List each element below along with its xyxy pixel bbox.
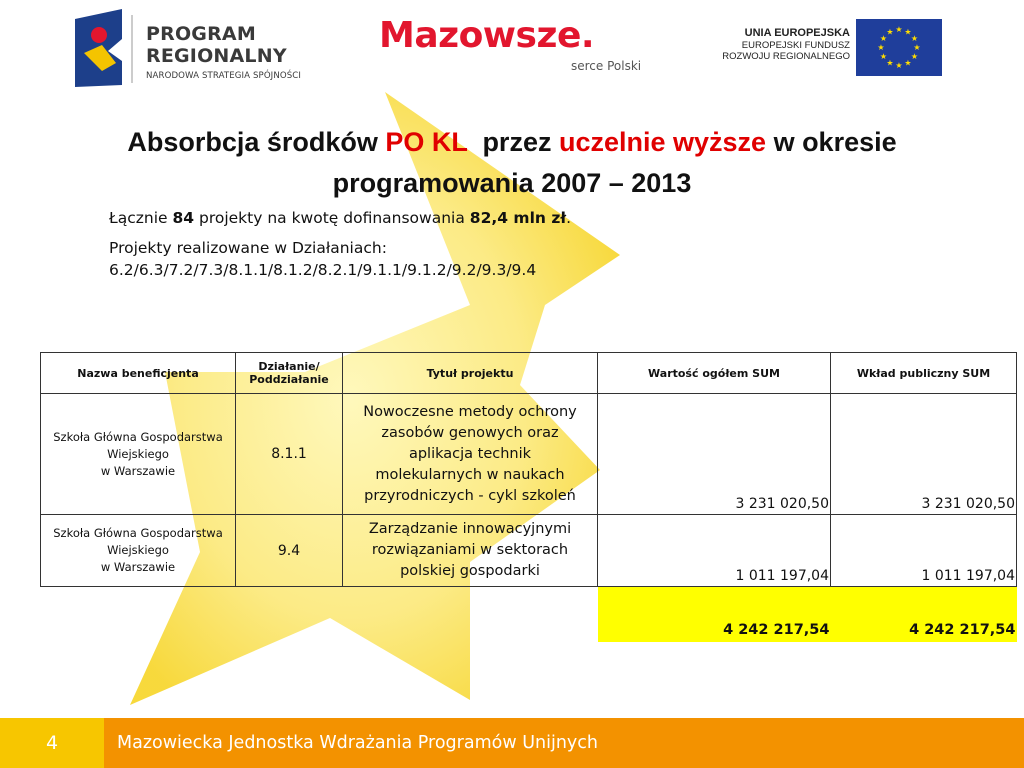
- title-line: Zarządzanie innowacyjnymi: [368, 521, 572, 537]
- cell-public: 3 231 020,50: [831, 394, 1017, 515]
- measures-label: Projekty realizowane w Działaniach:: [109, 239, 387, 257]
- title-line: molekularnych w naukach: [375, 466, 565, 483]
- beneficiary-line: Wiejskiego: [107, 543, 169, 557]
- mazowsze-logo-word: Mazowsze.: [379, 15, 595, 56]
- summary-line1: [109, 207, 571, 229]
- title-line: rozwiązaniami w sektorach: [371, 542, 569, 558]
- beneficiary-line: Wiejskiego: [107, 446, 169, 461]
- title-line: przyrodniczych - cykl szkoleń: [364, 487, 576, 504]
- svg-text:★: ★: [879, 52, 888, 61]
- col-header-measure-line1: Działanie/: [258, 360, 320, 373]
- cell-project-title: [343, 394, 598, 515]
- title-uczelnie: uczelnie wyższe: [558, 127, 767, 157]
- cell-public: 1 011 197,04: [831, 515, 1017, 587]
- title-part3: przez: [467, 127, 559, 157]
- svg-text:★: ★: [913, 43, 921, 52]
- projects-table: [40, 352, 1017, 642]
- mazowsze-logo-tagline: serce Polski: [571, 59, 642, 73]
- program-logo-line1: PROGRAM: [146, 23, 256, 45]
- cell-measure: 8.1.1: [236, 394, 343, 515]
- project-count: 84: [172, 209, 195, 227]
- eu-flag-icon: [856, 19, 942, 76]
- summary-info: [109, 207, 571, 281]
- svg-text:★: ★: [895, 61, 903, 70]
- beneficiary-line: w Warszawie: [100, 560, 176, 574]
- title-part5: w okresie: [766, 127, 897, 157]
- cell-measure: 9.4: [236, 515, 343, 587]
- program-logo-line3: NARODOWA STRATEGIA SPÓJNOŚCI: [146, 71, 302, 81]
- col-header-beneficiary: Nazwa beneficjenta: [41, 353, 236, 394]
- cell-total: 3 231 020,50: [598, 394, 831, 515]
- cell-project-title: [343, 515, 598, 587]
- beneficiary-line: Szkoła Główna Gospodarstwa: [53, 526, 223, 540]
- col-header-measure: [236, 353, 343, 394]
- eu-logo-text: [680, 28, 850, 63]
- eu-logo-line2: EUROPEJSKI FUNDUSZ: [741, 39, 850, 51]
- svg-text:★: ★: [886, 27, 894, 37]
- empty-cell: [41, 587, 236, 642]
- cell-beneficiary: [41, 394, 236, 515]
- table-sum-row: [41, 587, 1017, 642]
- col-header-measure-line2: Poddziałanie: [249, 373, 329, 386]
- page-number: 4: [0, 718, 104, 768]
- summary-text: Łącznie: [109, 209, 173, 227]
- slide-title: [60, 122, 964, 204]
- slide-footer: [0, 718, 1024, 768]
- cell-beneficiary: [41, 515, 236, 587]
- svg-text:★: ★: [910, 34, 919, 43]
- table-header-row: [41, 353, 1017, 394]
- footer-organization: Mazowiecka Jednostka Wdrażania Programów Unijnych: [104, 718, 1024, 768]
- title-part1: Absorbcja środków: [127, 127, 386, 157]
- cell-total: 1 011 197,04: [598, 515, 831, 587]
- svg-text:★: ★: [877, 43, 885, 52]
- funding-amount: 82,4 mln zł: [469, 209, 567, 227]
- col-header-title: Tytuł projektu: [343, 353, 598, 394]
- col-header-total: Wartość ogółem SUM: [598, 353, 831, 394]
- sum-total: 4 242 217,54: [598, 587, 831, 642]
- title-po-kl: PO KL: [385, 127, 468, 157]
- beneficiary-line: Szkoła Główna Gospodarstwa: [53, 429, 223, 444]
- sum-public: 4 242 217,54: [831, 587, 1017, 642]
- svg-text:★: ★: [904, 27, 912, 37]
- empty-cell: [343, 587, 598, 642]
- mazowsze-logo: [379, 15, 642, 73]
- program-regionalny-logo: [146, 23, 301, 82]
- title-line: zasobów genowych oraz: [381, 424, 559, 441]
- table-row: [41, 515, 1017, 587]
- title-line2: programowania 2007 – 2013: [332, 168, 692, 198]
- svg-text:★: ★: [886, 58, 894, 68]
- summary-text: projekty na kwotę dofinansowania: [194, 209, 470, 227]
- col-header-public: Wkład publiczny SUM: [831, 353, 1017, 394]
- measures-list: 6.2/6.3/7.2/7.3/8.1.1/8.1.2/8.2.1/9.1.1/9.1.2/9.2/9.3/9.4: [109, 261, 537, 279]
- title-line: Nowoczesne metody ochrony: [363, 403, 577, 420]
- svg-text:★: ★: [895, 25, 903, 34]
- eu-logo-line3: ROZWOJU REGIONALNEGO: [722, 51, 850, 62]
- svg-text:★: ★: [879, 34, 888, 43]
- program-logo-line2: REGIONALNY: [146, 45, 287, 67]
- summary-text: .: [566, 209, 572, 227]
- empty-cell: [236, 587, 343, 642]
- title-line1: [60, 122, 964, 163]
- title-line: aplikacja technik: [408, 445, 532, 462]
- svg-text:★: ★: [904, 58, 912, 68]
- svg-text:★: ★: [910, 52, 919, 61]
- table-row: [41, 394, 1017, 515]
- eu-logo-line1: UNIA EUROPEJSKA: [744, 27, 850, 39]
- beneficiary-line: w Warszawie: [100, 463, 176, 478]
- title-line: polskiej gospodarki: [400, 563, 540, 579]
